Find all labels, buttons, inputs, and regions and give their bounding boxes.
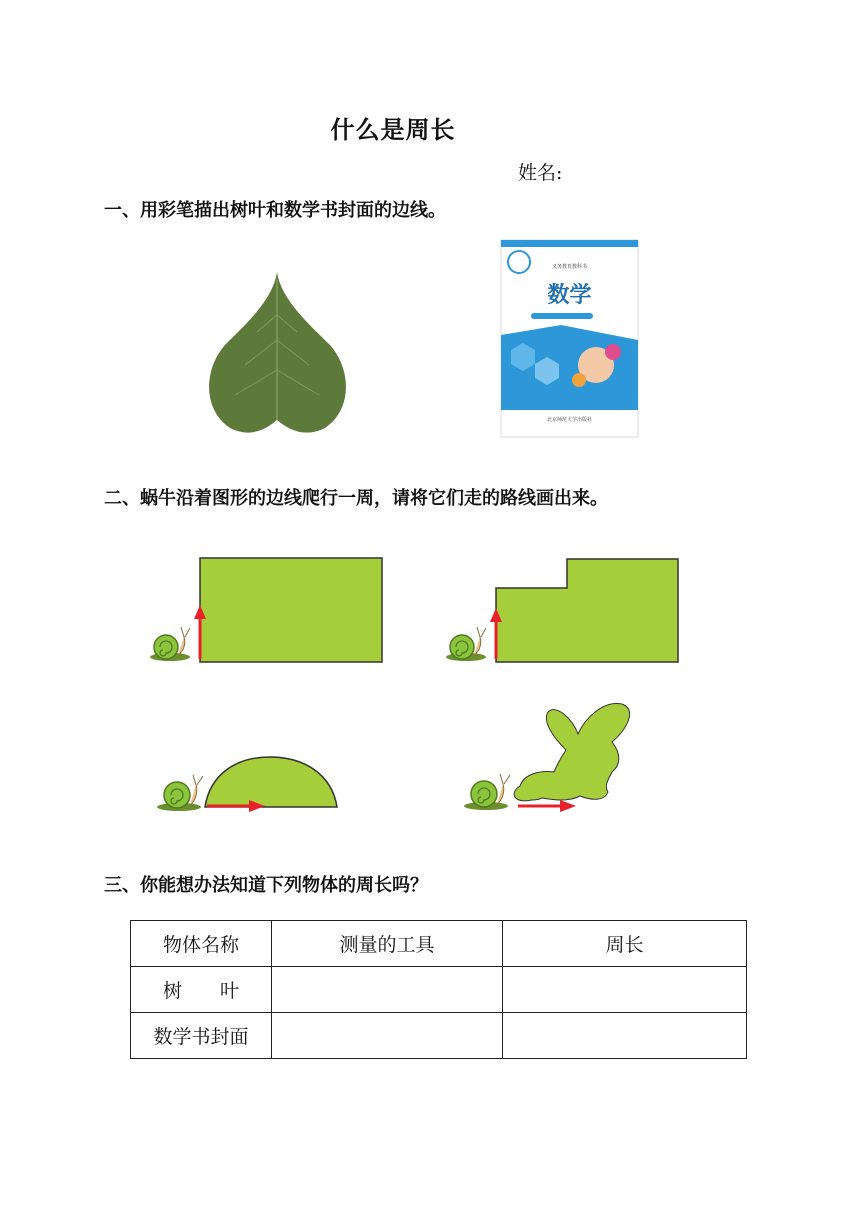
table-row: [131, 1013, 747, 1059]
table-answer-cell[interactable]: [272, 967, 503, 1013]
table-header-row: [131, 921, 747, 967]
table-answer-cell[interactable]: [272, 1013, 503, 1059]
leaf-image: [205, 270, 350, 440]
rectangle-shape-figure: [148, 555, 388, 667]
section-one-heading: 一、用彩笔描出树叶和数学书封面的边线。: [104, 200, 446, 221]
semicircle-shape-figure: [155, 755, 345, 815]
table-header-cell: 测量的工具: [272, 921, 503, 967]
rabbit-shape-figure: [462, 700, 647, 815]
snail-icon: [464, 774, 510, 810]
book-title: 数学: [547, 282, 592, 308]
snail-icon: [157, 775, 203, 811]
table-row: [131, 967, 747, 1013]
snail-icon: [150, 627, 190, 661]
section-two-heading: 二、蜗牛沿着图形的边线爬行一周，请将它们走的路线画出来。: [104, 488, 608, 509]
book-pinyin: SHUXUE: [550, 307, 574, 313]
stepped-shape-figure: [444, 555, 684, 667]
book-publisher: 北京师范大学出版社: [546, 417, 592, 423]
table-header-cell: 周长: [503, 921, 747, 967]
table-header-cell: 物体名称: [131, 921, 272, 967]
table-answer-cell[interactable]: [503, 1013, 747, 1059]
snail-icon: [446, 627, 486, 661]
book-series: 义务教育教科书: [551, 264, 587, 270]
page-title: 什么是周长: [330, 115, 456, 144]
perimeter-table: [130, 920, 747, 1059]
table-cell: 树 叶: [131, 967, 272, 1013]
section-three-heading: 三、你能想办法知道下列物体的周长吗？: [104, 875, 428, 896]
table-cell: 数学书封面: [131, 1013, 272, 1059]
table-answer-cell[interactable]: [503, 967, 747, 1013]
name-label: 姓名:: [518, 162, 563, 184]
